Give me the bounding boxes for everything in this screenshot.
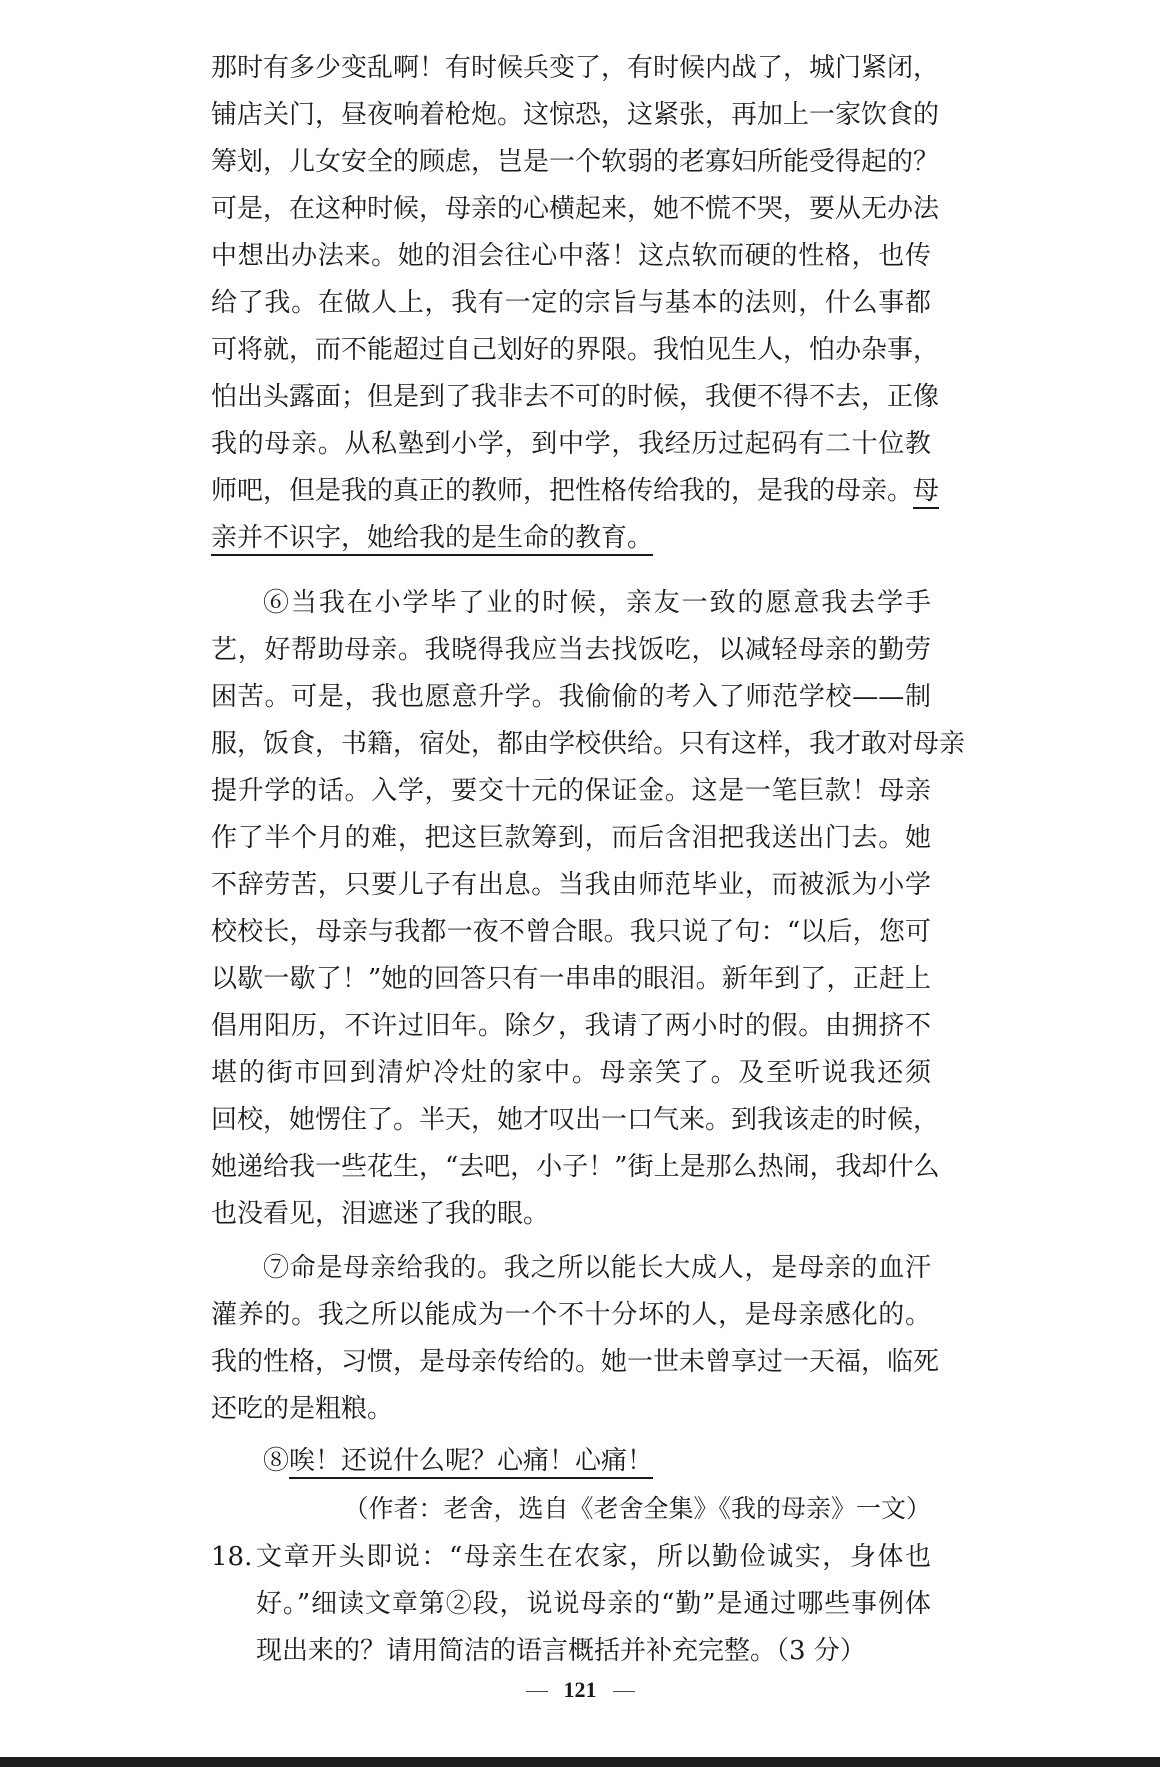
text-line: ⑦命是母亲给我的。我之所以能长大成人，是母亲的血汗 (263, 1253, 931, 1283)
text-line: 还吃的是粗粮。 (211, 1394, 394, 1424)
text-line: 铺店关门，昼夜响着枪炮。这惊恐，这紧张，再加上一家饮食的 (211, 100, 940, 130)
text-line: 也没看见，泪遮迷了我的眼。 (211, 1199, 550, 1229)
text-line: 困苦。可是，我也愿意升学。我偷偷的考入了师范学校——制 (211, 682, 931, 712)
underlined-text: 母 (913, 476, 940, 506)
dash-left (526, 1691, 548, 1692)
text-line: 提升学的话。入学，要交十元的保证金。这是一笔巨款！母亲 (211, 776, 931, 806)
text-line: 筹划，儿女安全的顾虑，岂是一个软弱的老寡妇所能受得起的？ (211, 147, 940, 177)
underlined-text: 亲并不识字，她给我的是生命的教育。 (211, 523, 654, 553)
text-line: 回校，她愣住了。半天，她才叹出一口气来。到我该走的时候， (211, 1105, 940, 1135)
question-line: 好。”细读文章第②段，说说母亲的“勤”是通过哪些事例体 (256, 1589, 931, 1619)
question-number: 18. (211, 1542, 253, 1572)
text-line: 可将就，而不能超过自己划好的界限。我怕见生人，怕办杂事， (211, 335, 940, 365)
text-line: 作了半个月的难，把这巨款筹到，而后含泪把我送出门去。她 (211, 823, 931, 853)
text-line: 怕出头露面；但是到了我非去不可的时候，我便不得不去，正像 (211, 382, 940, 412)
bottom-edge-bar (0, 1757, 1160, 1767)
text-line: 服，饭食，书籍，宿处，都由学校供给。只有这样，我才敢对母亲 (211, 729, 966, 759)
text-line: 中想出办法来。她的泪会往心中落！这点软而硬的性格，也传 (211, 241, 931, 271)
page-number (0, 1672, 1160, 1708)
source-attribution: （作者：老舍，选自《老舍全集》《我的母亲》一文） (343, 1494, 931, 1523)
text-line: 校校长，母亲与我都一夜不曾合眼。我只说了句：“以后，您可 (211, 917, 931, 947)
text-line: 不辞劳苦，只要儿子有出息。当我由师范毕业，而被派为小学 (211, 870, 931, 900)
question-line: 文章开头即说：“母亲生在农家，所以勤俭诚实，身体也 (256, 1542, 931, 1572)
text-line: 我的性格，习惯，是母亲传给的。她一世未曾享过一天福，临死 (211, 1347, 940, 1377)
underlined-text: 唉！还说什么呢？心痛！心痛！ (289, 1446, 654, 1476)
text-line (263, 1438, 931, 1484)
text-line: ⑥当我在小学毕了业的时候，亲友一致的愿意我去学手 (263, 588, 931, 618)
text-line: 艺，好帮助母亲。我晓得我应当去找饭吃，以减轻母亲的勤劳 (211, 635, 931, 665)
text-line (211, 468, 940, 514)
text-line: 那时有多少变乱啊！有时候兵变了，有时候内战了，城门紧闭， (211, 53, 940, 83)
text-line: 堪的街市回到清炉冷灶的家中。母亲笑了。及至听说我还须 (211, 1058, 931, 1088)
text-line: 灌养的。我之所以能成为一个不十分坏的人，是母亲感化的。 (211, 1300, 931, 1330)
text-line: 以歇一歇了！”她的回答只有一串串的眼泪。新年到了，正赶上 (211, 964, 931, 994)
page-number-text: 121 (563, 1677, 597, 1702)
text-line: 可是，在这种时候，母亲的心横起来，她不慌不哭，要从无办法 (211, 194, 940, 224)
paragraph-number: ⑧ (263, 1446, 290, 1476)
question-line: 现出来的？请用简洁的语言概括并补充完整。（3 分） (256, 1636, 866, 1666)
text-line: 给了我。在做人上，我有一定的宗旨与基本的法则，什么事都 (211, 288, 931, 318)
text-line: 倡用阳历，不许过旧年。除夕，我请了两小时的假。由拥挤不 (211, 1011, 931, 1041)
text-line: 我的母亲。从私塾到小学，到中学，我经历过起码有二十位教 (211, 429, 931, 459)
text-line (211, 515, 931, 561)
text-line: 她递给我一些花生，“去吧，小子！”街上是那么热闹，我却什么 (211, 1152, 940, 1182)
dash-right (613, 1691, 635, 1692)
text-segment: 师吧，但是我的真正的教师，把性格传给我的，是我的母亲。 (211, 476, 914, 506)
